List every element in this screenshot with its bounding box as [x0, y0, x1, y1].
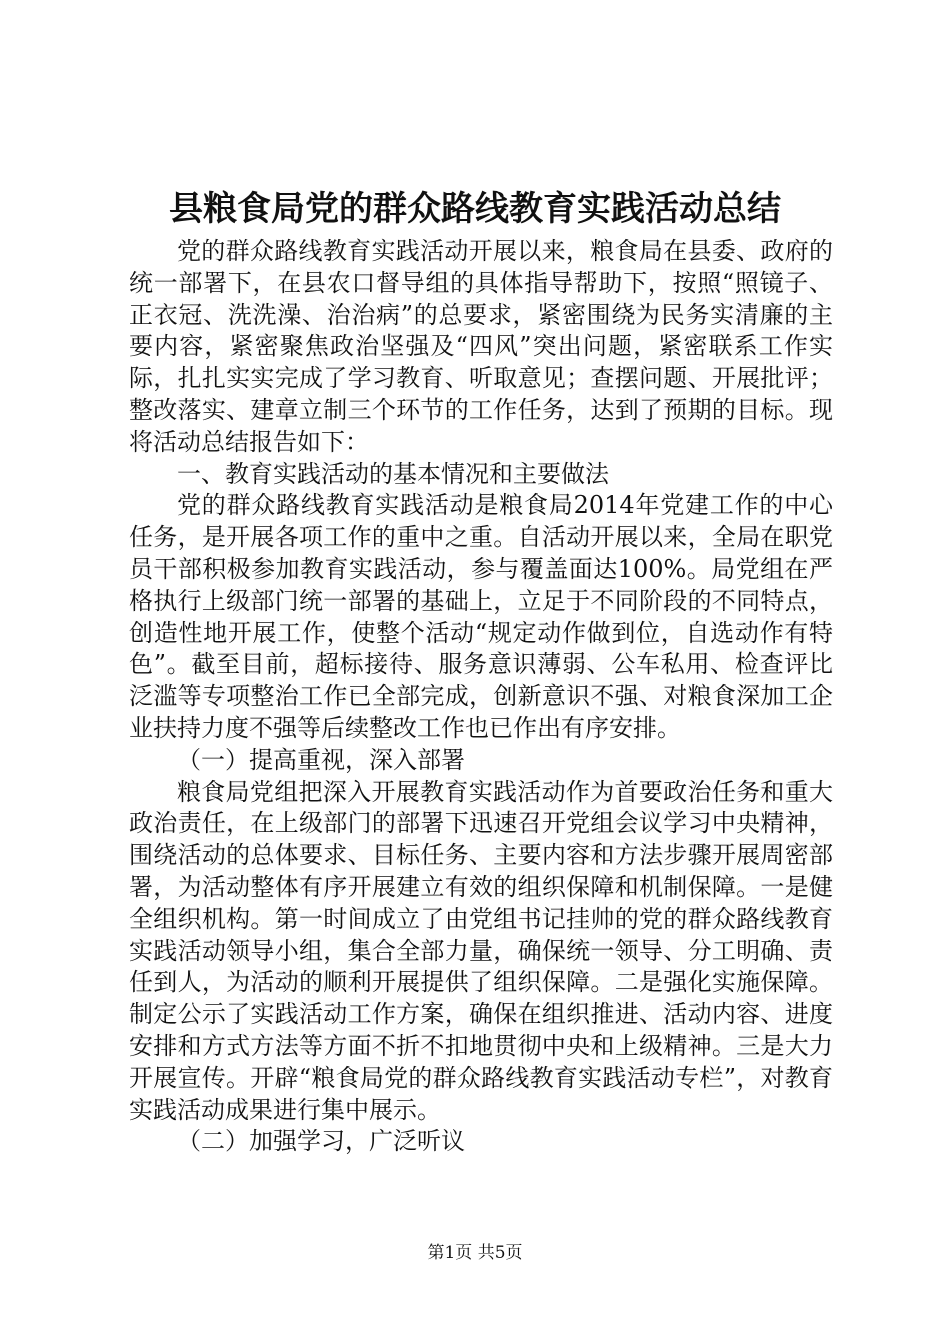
document-body — [129, 236, 833, 1158]
paragraph-overview: 党的群众路线教育实践活动是粮食局2014年党建工作的中心任务，是开展各项工作的重中之重。自活动开展以来，全局在职党员干部积极参加教育实践活动，参与覆盖面达100%。局党组在严格执行上级部门统一部署的基础上，立足于不同阶段的不同特点，创造性地开展工作，使整个活动“规定动作做到位，自选动作有特色”。截至目前，超标接待、服务意识薄弱、公车私用、检查评比泛滥等专项整治工作已全部完成，创新意识不强、对粮食深加工企业扶持力度不强等后续整改工作也已作出有序安排。 — [129, 491, 833, 742]
paragraph-intro: 党的群众路线教育实践活动开展以来，粮食局在县委、政府的统一部署下，在县农口督导组的具体指导帮助下，按照“照镜子、正衣冠、洗洗澡、治治病”的总要求，紧密围绕为民务实清廉的主要内容，紧密聚焦政治坚强及“四风”突出问题，紧密联系工作实际，扎扎实实完成了学习教育、听取意见；查摆问题、开展批评；整改落实、建章立制三个环节的工作任务，达到了预期的目标。现将活动总结报告如下： — [129, 237, 833, 456]
subsection-heading-2: （二）加强学习，广泛听议 — [177, 1127, 465, 1156]
subsection-heading-1: （一）提高重视，深入部署 — [177, 745, 465, 774]
document-title: 县粮食局党的群众路线教育实践活动总结 — [169, 189, 781, 229]
section-heading-1: 一、教育实践活动的基本情况和主要做法 — [177, 459, 609, 488]
paragraph-deployment: 粮食局党组把深入开展教育实践活动作为首要政治任务和重大政治责任，在上级部门的部署下迅速召开党组会议学习中央精神，围绕活动的总体要求、目标任务、主要内容和方法步骤开展周密部署，为活动整体有序开展建立有效的组织保障和机制保障。一是健全组织机构。第一时间成立了由党组书记挂帅的党的群众路线教育实践活动领导小组，集合全部力量，确保统一领导、分工明确、责任到人，为活动的顺利开展提供了组织保障。二是强化实施保障。制定公示了实践活动工作方案，确保在组织推进、活动内容、进度安排和方式方法等方面不折不扣地贯彻中央和上级精神。三是大力开展宣传。开辟“粮食局党的群众路线教育实践活动专栏”，对教育实践活动成果进行集中展示。 — [129, 777, 833, 1124]
page-footer: 第1页 共5页 — [427, 1243, 523, 1263]
